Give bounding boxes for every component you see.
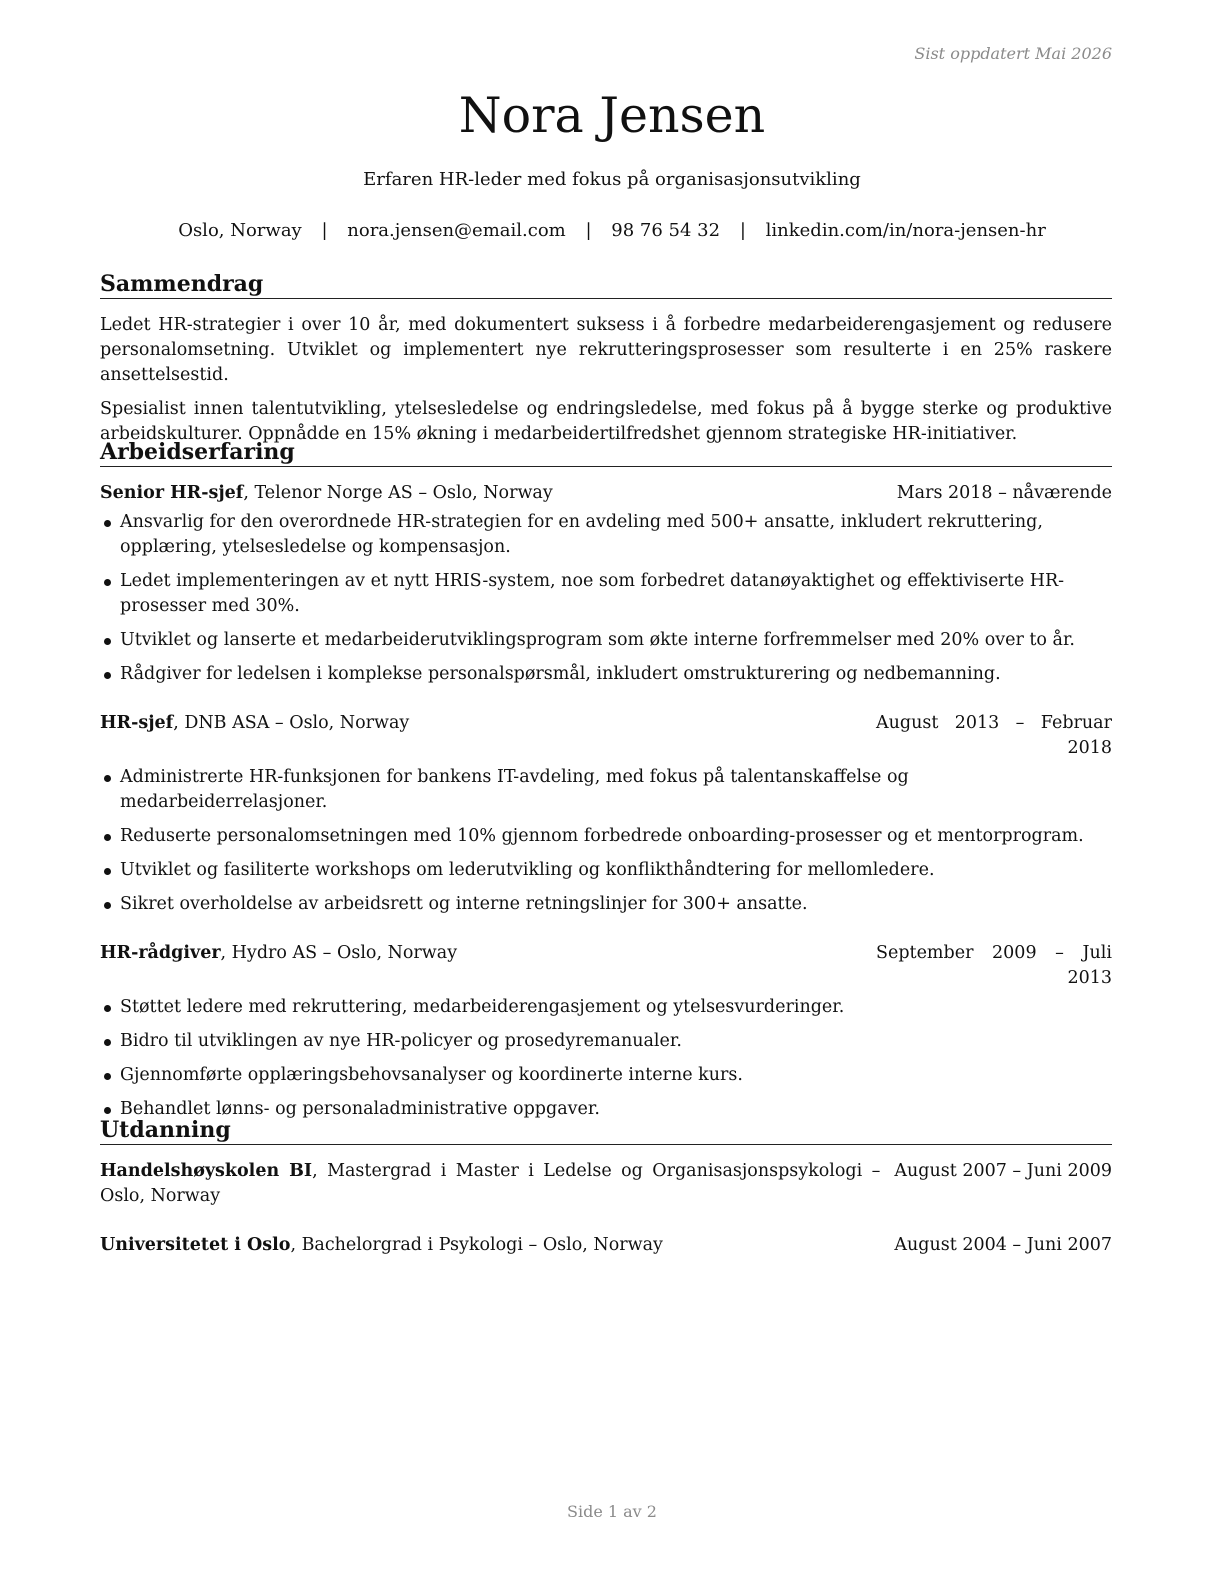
job-company: , Hydro AS – Oslo, Norway bbox=[220, 943, 458, 963]
list-item: Rådgiver for ledelsen i komplekse personalspørsmål, inkludert omstrukturering og nedbemanning. bbox=[100, 662, 1112, 687]
tagline: Erfaren HR-leder med fokus på organisasjonsutvikling bbox=[363, 169, 861, 190]
job-company: , DNB ASA – Oslo, Norway bbox=[173, 713, 410, 733]
job-bullets bbox=[100, 995, 1112, 1122]
job-entry bbox=[100, 711, 1112, 917]
education-dates: August 2004 – Juni 2007 bbox=[894, 1235, 1112, 1255]
job-dates: Mars 2018 – nåværende bbox=[896, 483, 1112, 503]
contact-phone: 98 76 54 32 bbox=[611, 220, 721, 241]
list-item: Reduserte personalomsetningen med 10% gjennom forbedrede onboarding-prosesser og et mentorprogram. bbox=[100, 824, 1112, 849]
summary-section bbox=[100, 270, 1112, 447]
contact-separator: | bbox=[585, 220, 592, 241]
list-item: Bidro til utviklingen av nye HR-policyer og prosedyremanualer. bbox=[100, 1029, 1112, 1054]
list-item: Utviklet og fasiliterte workshops om lederutvikling og konflikthåndtering for mellomledere. bbox=[100, 858, 1112, 883]
contact-linkedin[interactable]: linkedin.com/in/nora-jensen-hr bbox=[765, 220, 1046, 241]
education-school: Universitetet i Oslo bbox=[100, 1235, 291, 1255]
list-item: Utviklet og lanserte et medarbeiderutviklingsprogram som økte interne forfremmelser med 20% over to år. bbox=[100, 628, 1112, 653]
contact-line bbox=[0, 219, 1224, 243]
summary-paragraph: Ledet HR-strategier i over 10 år, med dokumentert suksess i å forbedre medarbeiderengasjement og redusere personalomsetning. Utviklet og implementert nye rekrutteringsprosesser som resulterte i en 25% raskere ansettelsestid. bbox=[100, 315, 1112, 385]
candidate-name: Nora Jensen bbox=[458, 87, 766, 144]
list-item: Administrerte HR-funksjonen for bankens IT-avdeling, med fokus på talentanskaffelse og medarbeiderrelasjoner. bbox=[100, 765, 1112, 815]
education-dates: August 2007 – Juni 2009 bbox=[894, 1161, 1112, 1181]
list-item: Ansvarlig for den overordnede HR-strategien for en avdeling med 500+ ansatte, inkludert rekruttering, opplæring, ytelsesledelse og kompensasjon. bbox=[100, 510, 1112, 560]
contact-location: Oslo, Norway bbox=[178, 220, 302, 241]
section-title-education: Utdanning bbox=[100, 1116, 1112, 1145]
job-role: Senior HR-sjef bbox=[100, 483, 244, 503]
contact-separator: | bbox=[739, 220, 746, 241]
education-entry bbox=[100, 1233, 1112, 1258]
last-updated-note: Sist oppdatert Mai 2026 bbox=[914, 44, 1112, 63]
job-title-line bbox=[100, 941, 862, 966]
job-bullets bbox=[100, 765, 1112, 917]
section-title-summary: Sammendrag bbox=[100, 270, 1112, 299]
job-bullets bbox=[100, 510, 1112, 687]
page-number: Side 1 av 2 bbox=[567, 1502, 657, 1521]
job-entry bbox=[100, 941, 1112, 1122]
job-dates: September 2009 – Juli 2013 bbox=[876, 943, 1112, 988]
job-role: HR-rådgiver bbox=[100, 943, 221, 963]
education-detail: , Bachelorgrad i Psykologi – Oslo, Norway bbox=[290, 1235, 663, 1255]
section-title-experience: Arbeidserfaring bbox=[100, 438, 1112, 467]
list-item: Sikret overholdelse av arbeidsrett og interne retningslinjer for 300+ ansatte. bbox=[100, 892, 1112, 917]
contact-separator: | bbox=[321, 220, 328, 241]
job-dates: August 2013 – Februar 2018 bbox=[876, 713, 1112, 758]
education-entry bbox=[100, 1159, 1112, 1209]
job-company: , Telenor Norge AS – Oslo, Norway bbox=[243, 483, 553, 503]
job-role: HR-sjef bbox=[100, 713, 174, 733]
education-school: Handelshøyskolen BI bbox=[100, 1161, 313, 1181]
list-item: Støttet ledere med rekruttering, medarbeiderengasjement og ytelsesvurderinger. bbox=[100, 995, 1112, 1020]
education-title-line bbox=[100, 1159, 880, 1209]
experience-section bbox=[100, 438, 1112, 1131]
list-item: Ledet implementeringen av et nytt HRIS-system, noe som forbedret datanøyaktighet og effektiviserte HR-prosesser med 30%. bbox=[100, 569, 1112, 619]
job-entry bbox=[100, 481, 1112, 687]
education-section bbox=[100, 1116, 1112, 1258]
education-detail: , Mastergrad i Master i Ledelse og Organisasjonspsykologi – Oslo, Norway bbox=[100, 1161, 881, 1206]
job-title-line bbox=[100, 481, 883, 506]
summary-paragraph: Spesialist innen talentutvikling, ytelsesledelse og endringsledelse, med fokus på å bygge sterke og produktive arbeidskulturer. Oppnådde en 15% økning i medarbeidertilfredshet gjennom strategiske HR-initiativer. bbox=[100, 399, 1112, 444]
contact-email[interactable]: nora.jensen@email.com bbox=[347, 220, 566, 241]
list-item: Gjennomførte opplæringsbehovsanalyser og koordinerte interne kurs. bbox=[100, 1063, 1112, 1088]
education-title-line bbox=[100, 1233, 880, 1258]
list-item: Behandlet lønns- og personaladministrative oppgaver. bbox=[100, 1097, 1112, 1122]
job-title-line bbox=[100, 711, 862, 736]
